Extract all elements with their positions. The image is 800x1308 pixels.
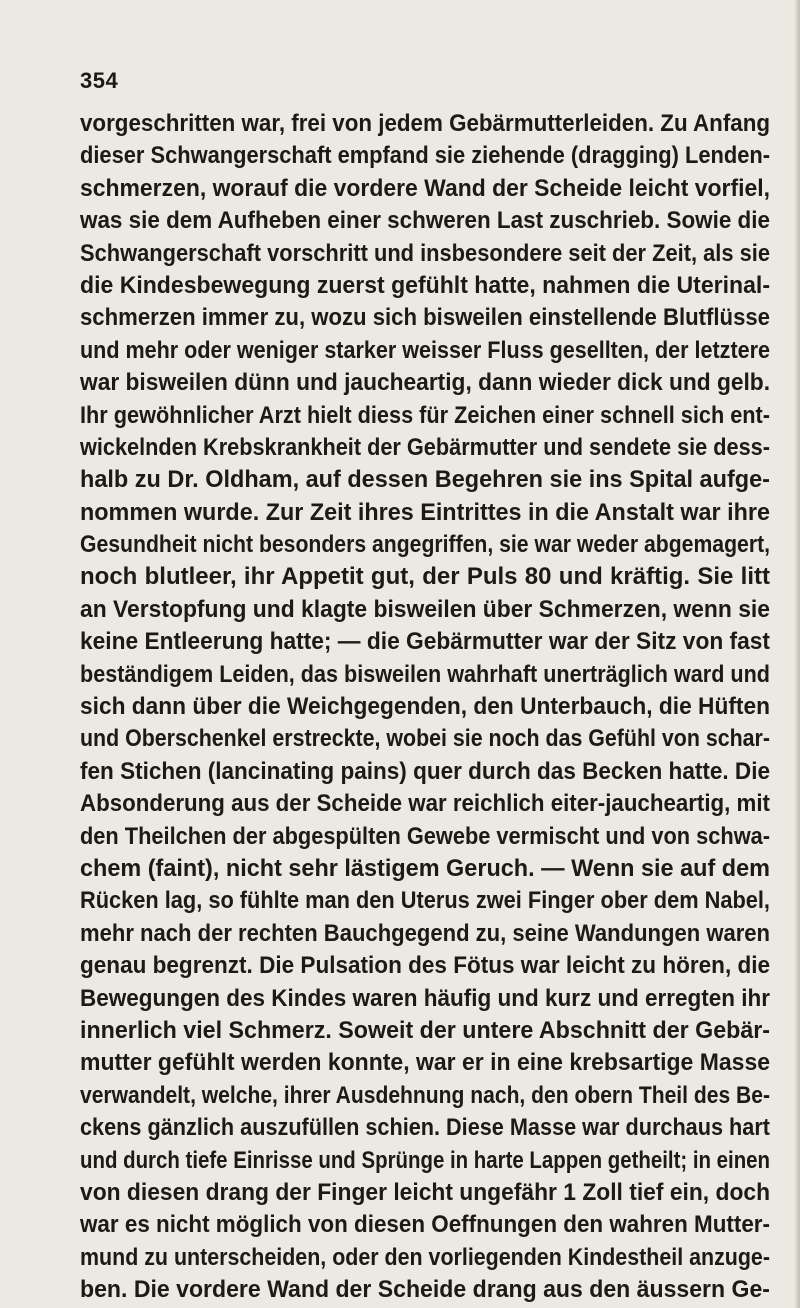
text-line: keine Entleerung hatte; — die Gebärmutter war der Sitz von fast	[80, 628, 771, 656]
text-line: und mehr oder weniger starker weisser Fluss gesellten, der letztere	[80, 336, 770, 364]
text-line: nommen wurde. Zur Zeit ihres Eintrittes in die Anstalt war ihre	[80, 498, 770, 526]
text-line: mehr nach der rechten Bauchgegend zu, seine Wandungen waren	[80, 919, 771, 947]
text-line: fen Stichen (lancinating pains) quer durch das Becken hatte. Die	[80, 757, 770, 785]
text-line: ben. Die vordere Wand der Scheide drang aus den äussern Ge-	[80, 1276, 770, 1304]
page-edge-shadow	[794, 0, 800, 1308]
text-line: den Theilchen der abgespülten Gewebe vermischt und von schwa-	[80, 822, 771, 850]
text-line: und Oberschenkel erstreckte, wobei sie noch das Gefühl von schar-	[80, 725, 770, 753]
text-line: Gesundheit nicht besonders angegriffen, sie war weder abgemagert,	[80, 531, 771, 559]
text-line: Ihr gewöhnlicher Arzt hielt diess für Zeichen einer schnell sich ent-	[80, 401, 771, 429]
text-line: halb zu Dr. Oldham, auf dessen Begehren sie ins Spital aufge-	[80, 466, 770, 494]
text-line: Absonderung aus der Scheide war reichlich eiter-jaucheartig, mit	[80, 790, 770, 818]
text-line: innerlich viel Schmerz. Soweit der untere Abschnitt der Gebär-	[80, 1016, 771, 1044]
text-line: die Kindesbewegung zuerst gefühlt hatte, nahmen die Uterinal-	[80, 271, 770, 299]
text-line: schmerzen, worauf die vordere Wand der Scheide leicht vorfiel,	[80, 174, 771, 202]
text-line: beständigem Leiden, das bisweilen wahrhaft unerträglich ward und	[80, 660, 770, 688]
text-line: schmerzen immer zu, wozu sich bisweilen einstellende Blutflüsse	[80, 304, 771, 332]
text-line: an Verstopfung und klagte bisweilen über Schmerzen, wenn sie	[80, 595, 770, 623]
text-line: Rücken lag, so fühlte man den Uterus zwei Finger ober dem Nabel,	[80, 887, 770, 915]
text-line: was sie dem Aufheben einer schweren Last zuschrieb. Sowie die	[80, 207, 770, 235]
text-line: sich dann über die Weichgegenden, den Unterbauch, die Hüften	[80, 693, 770, 721]
text-line: mutter gefühlt werden konnte, war er in eine krebsartige Masse	[80, 1049, 771, 1077]
text-line: ckens gänzlich auszufüllen schien. Diese Masse war durchaus hart	[80, 1114, 770, 1142]
text-line: vorgeschritten war, frei von jedem Gebärmutterleiden. Zu Anfang	[80, 110, 771, 137]
text-line: war es nicht möglich von diesen Oeffnungen den wahren Mutter-	[80, 1211, 770, 1239]
text-line: verwandelt, welche, ihrer Ausdehnung nach, den obern Theil des Be-	[80, 1081, 770, 1109]
text-line: und durch tiefe Einrisse und Sprünge in harte Lappen getheilt; in einen	[80, 1146, 771, 1174]
body-text	[80, 108, 770, 1306]
page-number: 354	[80, 68, 119, 93]
text-line: noch blutleer, ihr Appetit gut, der Puls 80 und kräftig. Sie litt	[80, 563, 770, 591]
text-line: dieser Schwangerschaft empfand sie ziehende (dragging) Lenden-	[80, 142, 770, 170]
text-line: von diesen drang der Finger leicht ungefähr 1 Zoll tief ein, doch	[80, 1178, 771, 1206]
text-line: Schwangerschaft vorschritt und insbesondere seit der Zeit, als sie	[80, 239, 770, 267]
text-line: chem (faint), nicht sehr lästigem Geruch. — Wenn sie auf dem	[80, 854, 770, 882]
text-line: war bisweilen dünn und jaucheartig, dann wieder dick und gelb.	[80, 369, 771, 397]
text-line: mund zu unterscheiden, oder den vorliegenden Kindestheil anzuge-	[80, 1243, 770, 1271]
text-line: Bewegungen des Kindes waren häufig und kurz und erregten ihr	[80, 984, 771, 1012]
text-line: genau begrenzt. Die Pulsation des Fötus war leicht zu hören, die	[80, 952, 771, 980]
text-line: wickelnden Krebskrankheit der Gebärmutter und sendete sie dess-	[80, 433, 770, 461]
